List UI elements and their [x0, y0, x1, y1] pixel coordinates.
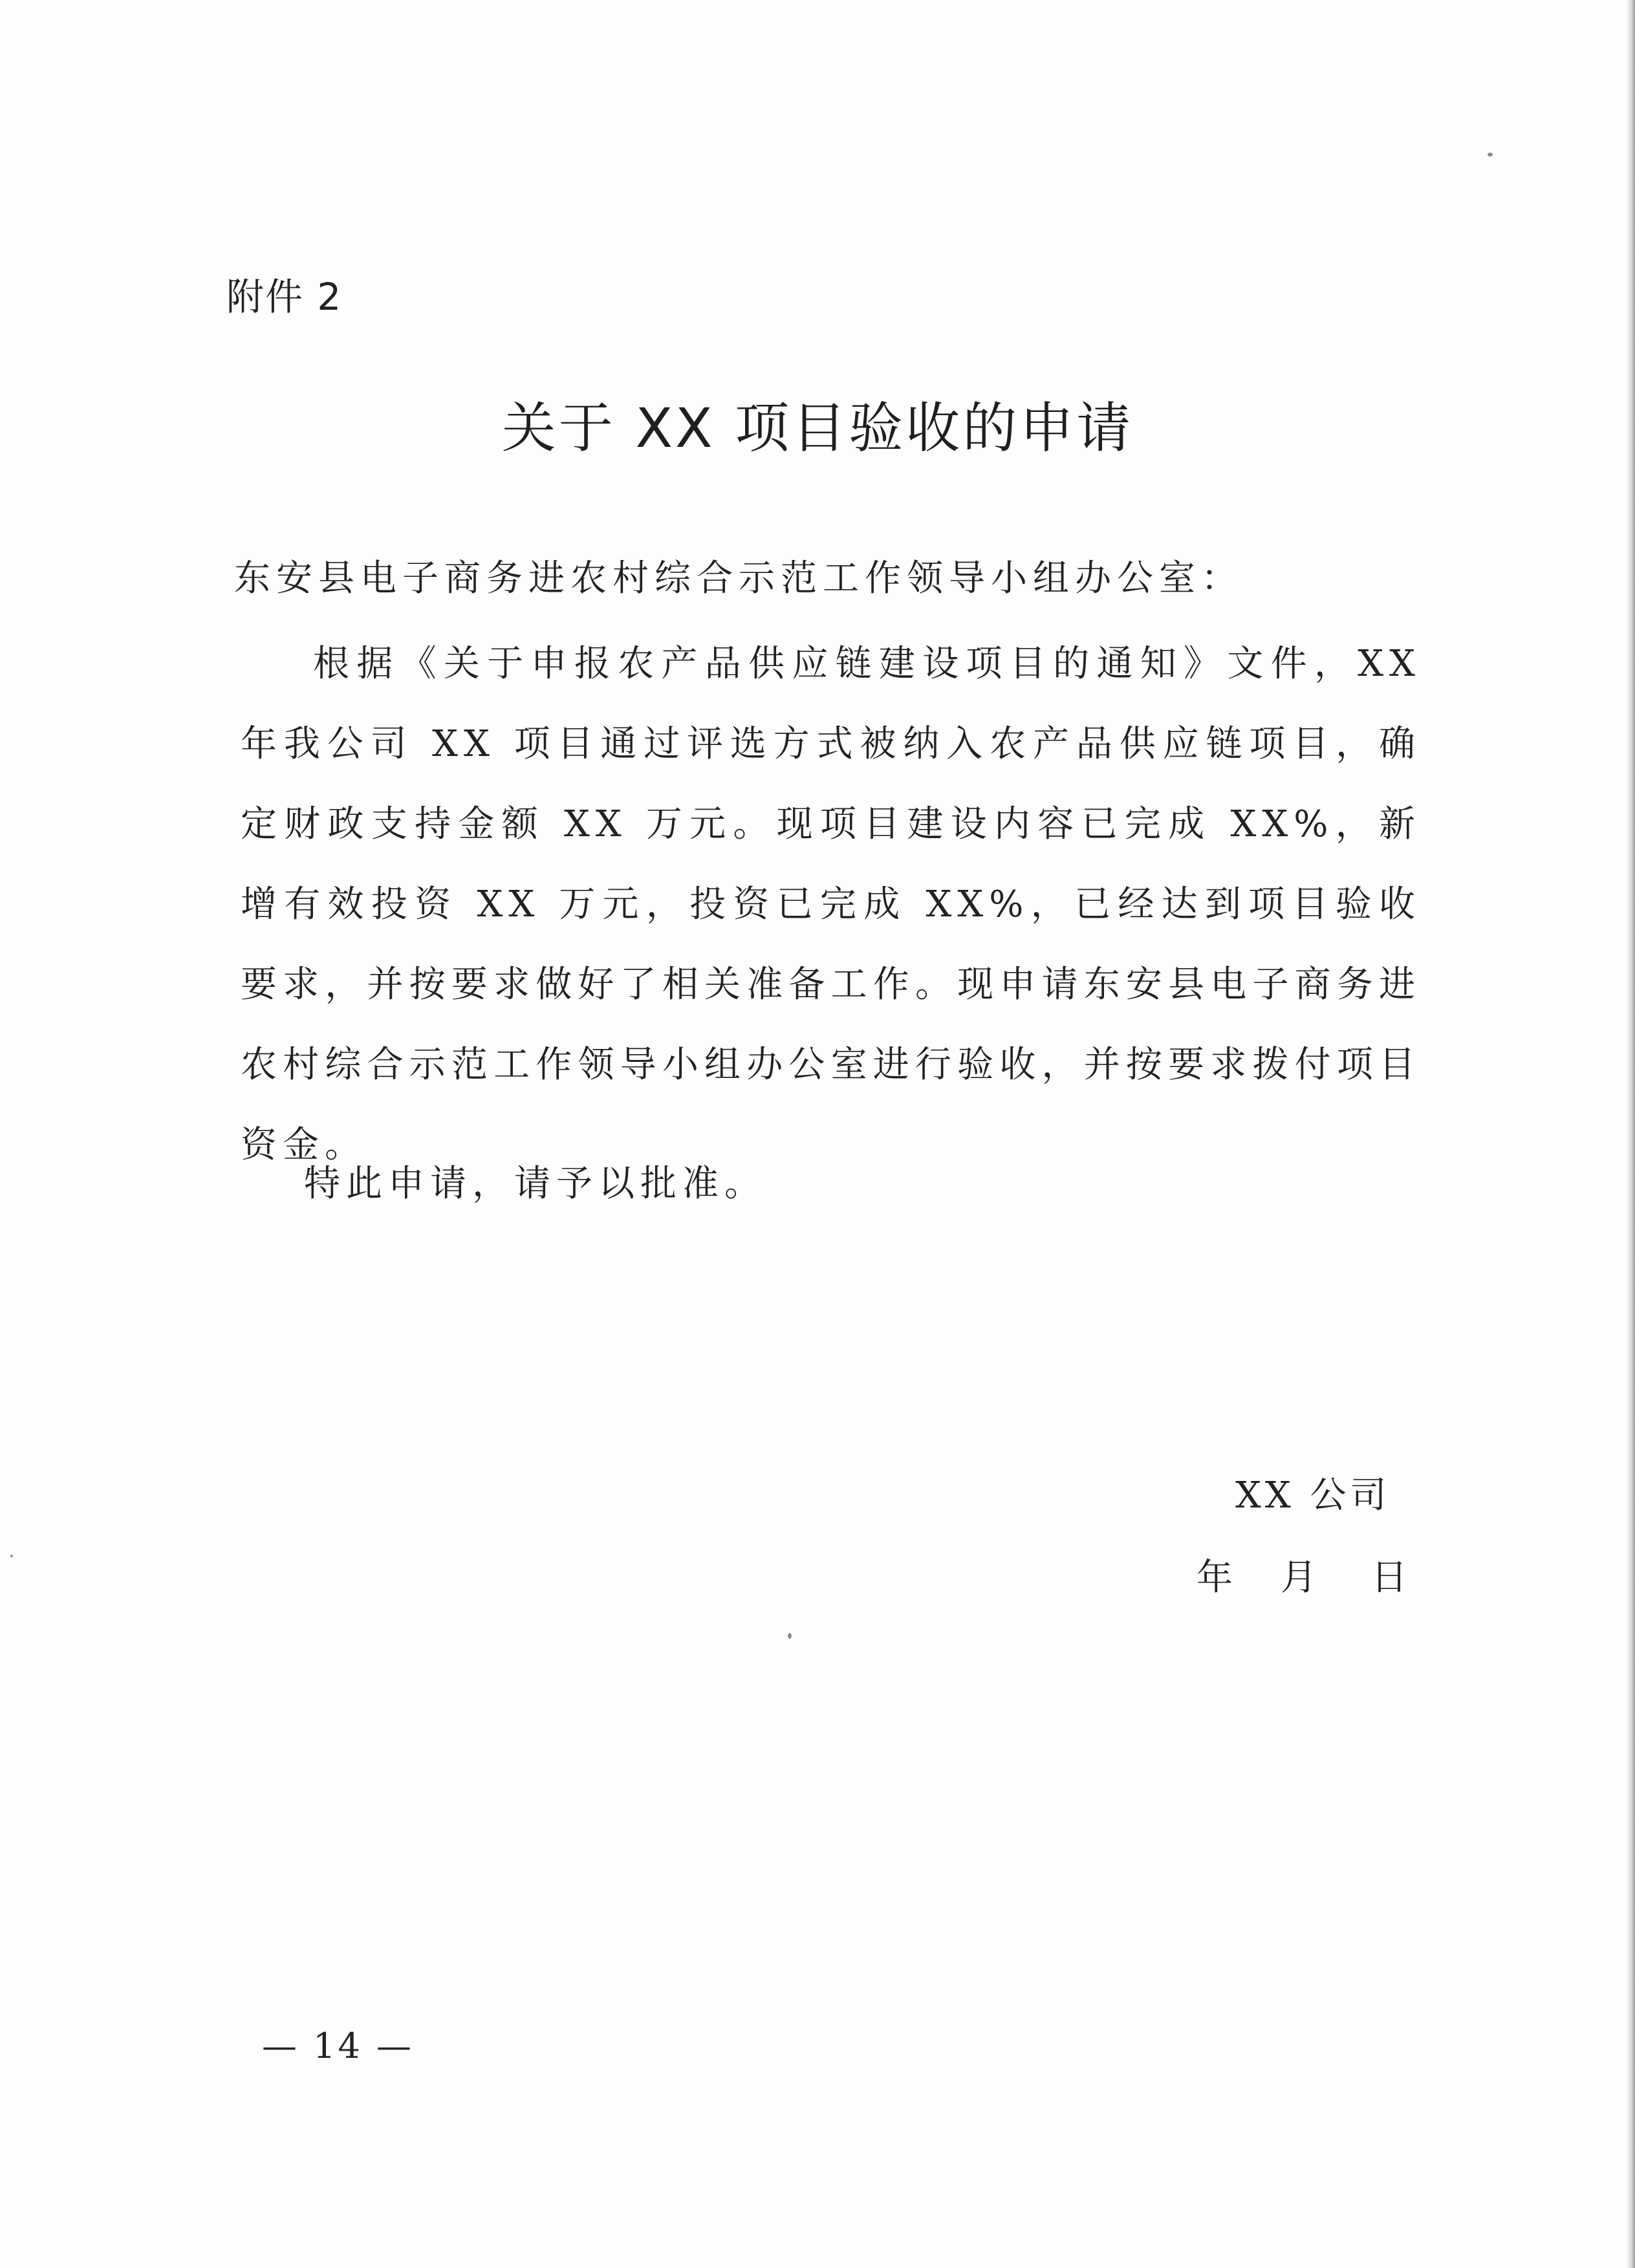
attachment-label: 附件 2	[226, 275, 343, 319]
scan-speck	[1488, 153, 1493, 157]
signature-company: XX 公司	[1235, 1474, 1391, 1517]
body-paragraph: 根据《关于申报农产品供应链建设项目的通知》文件，XX年我公司 XX 项目通过评选方式被纳入农产品供应链项目，确定财政支持金额 XX 万元。现项目建设内容已完成 XX%，新增有效投资 XX 万元，投资已完成 XX%，已经达到项目验收要求，并按要求做好了相关准备工作。现申请东安县电子商务进农村综合示范工作领导小组办公室进行验收，并按要求拨付项目资金。	[241, 643, 1421, 1166]
date-year-label: 年	[1196, 1557, 1233, 1599]
date-month-label: 月	[1281, 1557, 1317, 1599]
document-title: 关于 XX 项目验收的申请	[501, 396, 1134, 460]
scan-speck	[788, 1633, 792, 1639]
closing-line: 特此申请，请予以批准。	[304, 1163, 766, 1205]
date-day-label: 日	[1371, 1557, 1407, 1599]
scan-edge	[1626, 0, 1635, 2268]
signature-date	[1196, 1549, 1407, 1601]
recipient-line: 东安县电子商务进农村综合示范工作领导小组办公室：	[234, 557, 1243, 599]
scan-speck	[10, 1555, 13, 1557]
page-number: — 14 —	[262, 2025, 415, 2066]
